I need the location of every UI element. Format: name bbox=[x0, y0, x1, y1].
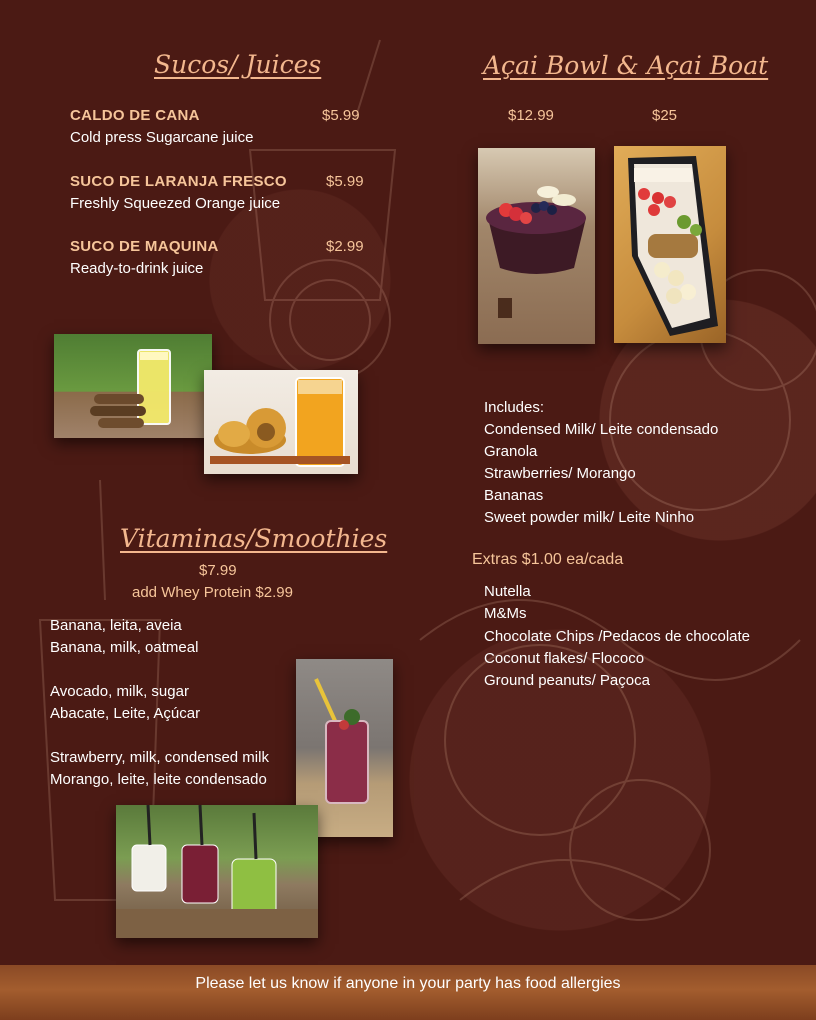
juice-name: SUCO DE LARANJA FRESCO bbox=[70, 173, 287, 190]
juice-name: SUCO DE MAQUINA bbox=[70, 238, 219, 255]
extras-item: Nutella bbox=[484, 583, 531, 600]
juice-price: $5.99 bbox=[326, 173, 364, 190]
sugarcane-juice-photo bbox=[54, 334, 212, 438]
acai-boat-photo bbox=[614, 146, 726, 343]
includes-item: Bananas bbox=[484, 487, 544, 504]
includes-label: Includes: bbox=[484, 399, 545, 416]
acai-bowl-photo bbox=[478, 148, 595, 344]
juice-name: CALDO DE CANA bbox=[70, 107, 200, 124]
orange-juice-photo bbox=[204, 370, 358, 474]
allergy-notice: Please let us know if anyone in your party has food allergies bbox=[195, 975, 621, 992]
juice-description: Ready-to-drink juice bbox=[70, 260, 204, 277]
smoothie-price: $7.99 bbox=[199, 562, 237, 579]
includes-item: Condensed Milk/ Leite condensado bbox=[484, 421, 719, 438]
smoothie-item: Banana, milk, oatmeal bbox=[50, 639, 199, 656]
acai-heading: Açai Bowl & Açai Boat bbox=[483, 51, 769, 80]
acai-boat-price: $25 bbox=[652, 107, 678, 124]
whey-protein-addon: add Whey Protein $2.99 bbox=[132, 584, 293, 601]
smoothie-item: Banana, leita, aveia bbox=[50, 617, 182, 634]
extras-item: M&Ms bbox=[484, 605, 527, 622]
smoothies-trio-photo bbox=[116, 805, 318, 938]
juices-heading: Sucos/ Juices bbox=[154, 50, 322, 79]
smoothie-item: Avocado, milk, sugar bbox=[50, 683, 189, 700]
extras-item: Coconut flakes/ Flococo bbox=[484, 650, 645, 667]
extras-item: Ground peanuts/ Paçoca bbox=[484, 672, 650, 689]
juice-price: $2.99 bbox=[326, 238, 364, 255]
includes-item: Strawberries/ Morango bbox=[484, 465, 636, 482]
juice-description: Cold press Sugarcane juice bbox=[70, 129, 254, 146]
juice-description: Freshly Squeezed Orange juice bbox=[70, 195, 281, 212]
extras-label: Extras $1.00 ea/cada bbox=[472, 551, 624, 568]
smoothie-item: Morango, leite, leite condensado bbox=[50, 771, 267, 788]
smoothie-item: Strawberry, milk, condensed milk bbox=[50, 749, 269, 766]
acai-bowl-price: $12.99 bbox=[508, 107, 554, 124]
includes-item: Sweet powder milk/ Leite Ninho bbox=[484, 509, 695, 526]
smoothies-heading: Vitaminas/Smoothies bbox=[120, 524, 388, 553]
juice-price: $5.99 bbox=[322, 107, 360, 124]
extras-item: Chocolate Chips /Pedacos de chocolate bbox=[484, 628, 751, 645]
includes-item: Granola bbox=[484, 443, 538, 460]
smoothie-item: Abacate, Leite, Açúcar bbox=[50, 705, 201, 722]
